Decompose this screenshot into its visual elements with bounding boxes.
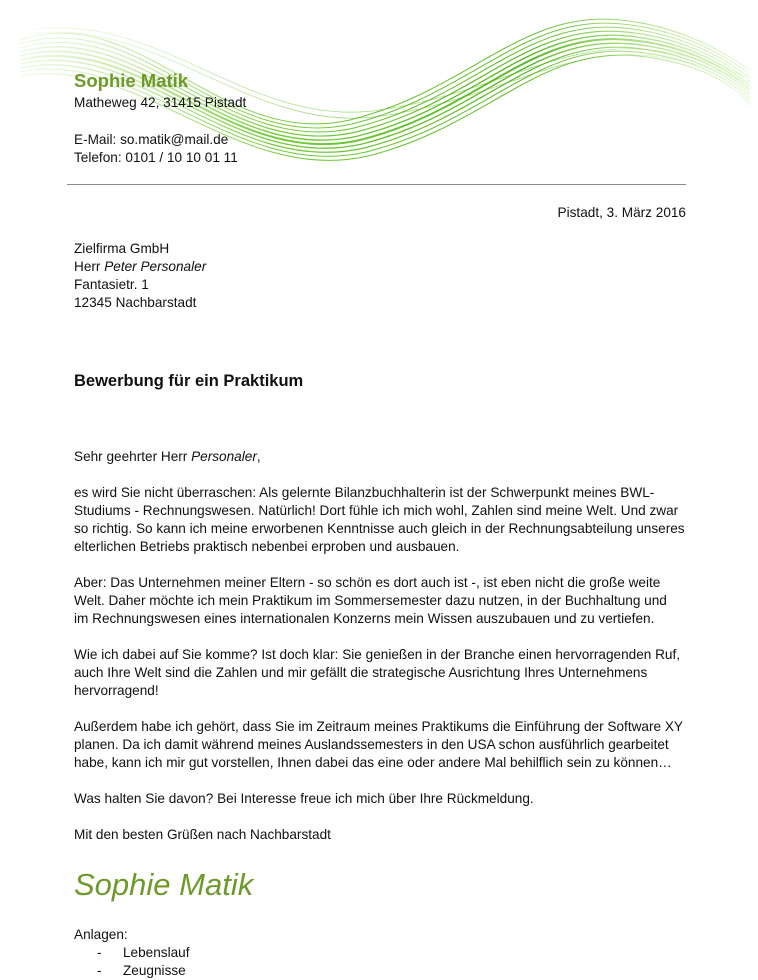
closing-line: Mit den besten Grüßen nach Nachbarstadt bbox=[74, 827, 331, 842]
letter-body bbox=[74, 448, 684, 862]
attachment-bullet: - bbox=[97, 945, 102, 960]
body-line: planen. Da ich damit während meines Auslandssemesters in den USA schon ausführlich gearbeitet bbox=[74, 737, 669, 752]
body-paragraph bbox=[74, 646, 684, 700]
sender-name: Sophie Matik bbox=[74, 70, 189, 91]
recipient-street: Fantasietr. 1 bbox=[74, 277, 149, 292]
body-paragraph bbox=[74, 484, 684, 556]
body-line: Studiums - Rechnungswesen. Natürlich! Dort fühle ich mich wohl, Zahlen sind meine Welt. Und zwar bbox=[74, 503, 679, 518]
greeting-name: Personaler bbox=[191, 449, 257, 464]
body-paragraph bbox=[74, 574, 684, 628]
greeting-prefix: Sehr geehrter Herr bbox=[74, 449, 192, 464]
recipient-address bbox=[74, 240, 206, 312]
body-line: elterlichen Betriebs praktisch nebenbei erproben und ausbauen. bbox=[74, 539, 460, 554]
sender-email: E-Mail: so.matik@mail.de bbox=[74, 132, 229, 147]
letter-subject: Bewerbung für ein Praktikum bbox=[74, 372, 304, 390]
attachment-bullet: - bbox=[97, 963, 102, 978]
attachment-label: Zeugnisse bbox=[123, 963, 186, 978]
attachment-label: Lebenslauf bbox=[123, 945, 190, 960]
recipient-city: 12345 Nachbarstadt bbox=[74, 295, 197, 310]
body-line: auch Ihre Welt sind die Zahlen und mir gefällt die strategische Ausrichtung Ihres Unternehmens bbox=[74, 665, 648, 680]
recipient-salutation: Herr bbox=[74, 259, 105, 274]
attachment-item bbox=[97, 944, 190, 962]
sender-street: Matheweg 42, 31415 Pistadt bbox=[74, 95, 247, 110]
body-line: im Rechnungswesen eines internationalen Konzerns mein Wissen auszubauen und zu vertiefen. bbox=[74, 611, 655, 626]
body-line: Wie ich dabei auf Sie komme? Ist doch klar: Sie genießen in der Branche einen hervorragenden Ruf, bbox=[74, 647, 681, 662]
body-paragraph bbox=[74, 718, 684, 772]
recipient-person: Peter Personaler bbox=[104, 259, 207, 274]
body-line: hervorragend! bbox=[74, 683, 159, 698]
header-divider bbox=[67, 184, 686, 185]
body-line: Außerdem habe ich gehört, dass Sie im Zeitraum meines Praktikums die Einführung der Software XY bbox=[74, 719, 683, 734]
recipient-company: Zielfirma GmbH bbox=[74, 241, 170, 256]
sender-phone: Telefon: 0101 / 10 10 01 11 bbox=[74, 150, 238, 165]
body-line: Welt. Daher möchte ich mein Praktikum im Sommersemester dazu nutzen, in der Buchhaltung und bbox=[74, 593, 667, 608]
body-line: habe, kann ich mir gut vorstellen, Ihnen dabei das eine oder andere Mal behilflich sein zu können… bbox=[74, 755, 672, 770]
body-line: es wird Sie nicht überraschen: Als gelernte Bilanzbuchhalterin ist der Schwerpunkt meines BWL- bbox=[74, 485, 655, 500]
attachments-title: Anlagen: bbox=[74, 927, 128, 942]
body-line: so richtig. So kann ich meine erworbenen Kenntnisse auch gleich in der Rechnungsabteilung unseres bbox=[74, 521, 685, 536]
body-paragraph bbox=[74, 790, 684, 808]
recipient-person-line bbox=[74, 258, 206, 276]
body-line: Was halten Sie davon? Bei Interesse freue ich mich über Ihre Rückmeldung. bbox=[74, 791, 534, 806]
letter-date: Pistadt, 3. März 2016 bbox=[557, 205, 686, 220]
greeting bbox=[74, 448, 684, 466]
body-line: Aber: Das Unternehmen meiner Eltern - so schön es dort auch ist -, ist eben nicht die große weite bbox=[74, 575, 661, 590]
attachment-item bbox=[97, 962, 186, 980]
closing bbox=[74, 826, 684, 844]
signature: Sophie Matik bbox=[74, 867, 254, 902]
greeting-suffix: , bbox=[256, 449, 261, 464]
